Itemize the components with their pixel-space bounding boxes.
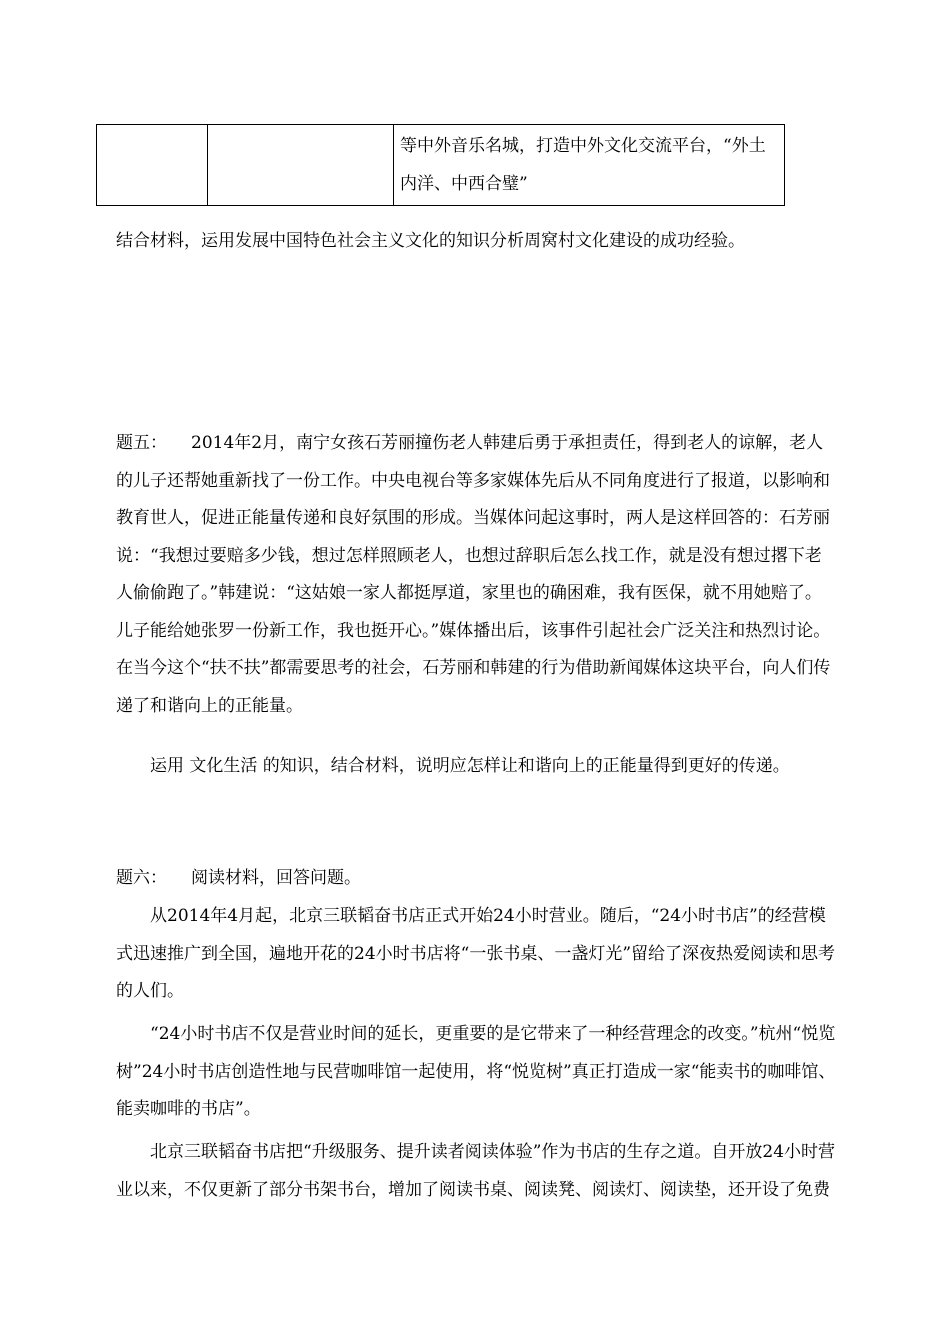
- question-6-label: 题六：: [116, 868, 167, 888]
- question-6-intro: 阅读材料，回答问题。: [191, 868, 361, 888]
- material-table-continuation: [96, 124, 785, 206]
- question-4-prompt: 结合材料，运用发展中国特色社会主义文化的知识分析周窝村文化建设的成功经验。: [116, 231, 745, 251]
- table-row: [97, 125, 785, 206]
- table-cell-empty-1: [97, 125, 208, 206]
- question-5-body: 2014年2月，南宁女孩石芳丽撞伤老人韩建后勇于承担责任，得到老人的谅解，老人的儿子还帮她重新找了一份工作。中央电视台等多家媒体先后从不同角度进行了报道，以影响和教育世人，促进正能量传递和良好氛围的形成。当媒体问起这事时，两人是这样回答的：石芳丽说：“我想过要赔多少钱，想过怎样照顾老人，也想过辞职后怎么找工作，就是没有想过撂下老人偷偷跑了。”韩建说：“这姑娘一家人都挺厚道，家里也的确困难，我有医保，就不用她赔了。儿子能给她张罗一份新工作，我也挺开心。”媒体播出后，该事件引起社会广泛关注和热烈讨论。在当今这个“扶不扶”都需要思考的社会，石芳丽和韩建的行为借助新闻媒体这块平台，向人们传递了和谐向上的正能量。: [116, 433, 831, 716]
- question-6-paragraph-2: “24小时书店不仅是营业时间的延长，更重要的是它带来了一种经营理念的改变。”杭州“悦览树”24小时书店创造性地与民营咖啡馆一起使用，将“悦览树”真正打造成一家“能卖书的咖啡馆、能卖咖啡的书店”。: [116, 1024, 836, 1119]
- question-5-prompt: 运用 文化生活 的知识，结合材料，说明应怎样让和谐向上的正能量得到更好的传递。: [150, 756, 790, 776]
- question-6-paragraph-3: 北京三联韬奋书店把“升级服务、提升读者阅读体验”作为书店的生存之道。自开放24小时营业以来，不仅更新了部分书架书台，增加了阅读书桌、阅读凳、阅读灯、阅读垫，还开设了免费: [116, 1142, 836, 1200]
- question-6-heading: [116, 860, 836, 898]
- question-5-label: 题五：: [116, 433, 167, 453]
- table-cell-empty-2: [208, 125, 394, 206]
- question-5-material: [116, 425, 836, 725]
- question-6-paragraph-1: 从2014年4月起，北京三联韬奋书店正式开始24小时营业。随后，“24小时书店”的经营模式迅速推广到全国，遍地开花的24小时书店将“一张书桌、一盏灯光”留给了深夜热爱阅读和思考的人们。: [116, 906, 836, 1001]
- table-cell-text: 等中外音乐名城，打造中外文化交流平台，“外土内洋、中西合璧”: [394, 125, 785, 206]
